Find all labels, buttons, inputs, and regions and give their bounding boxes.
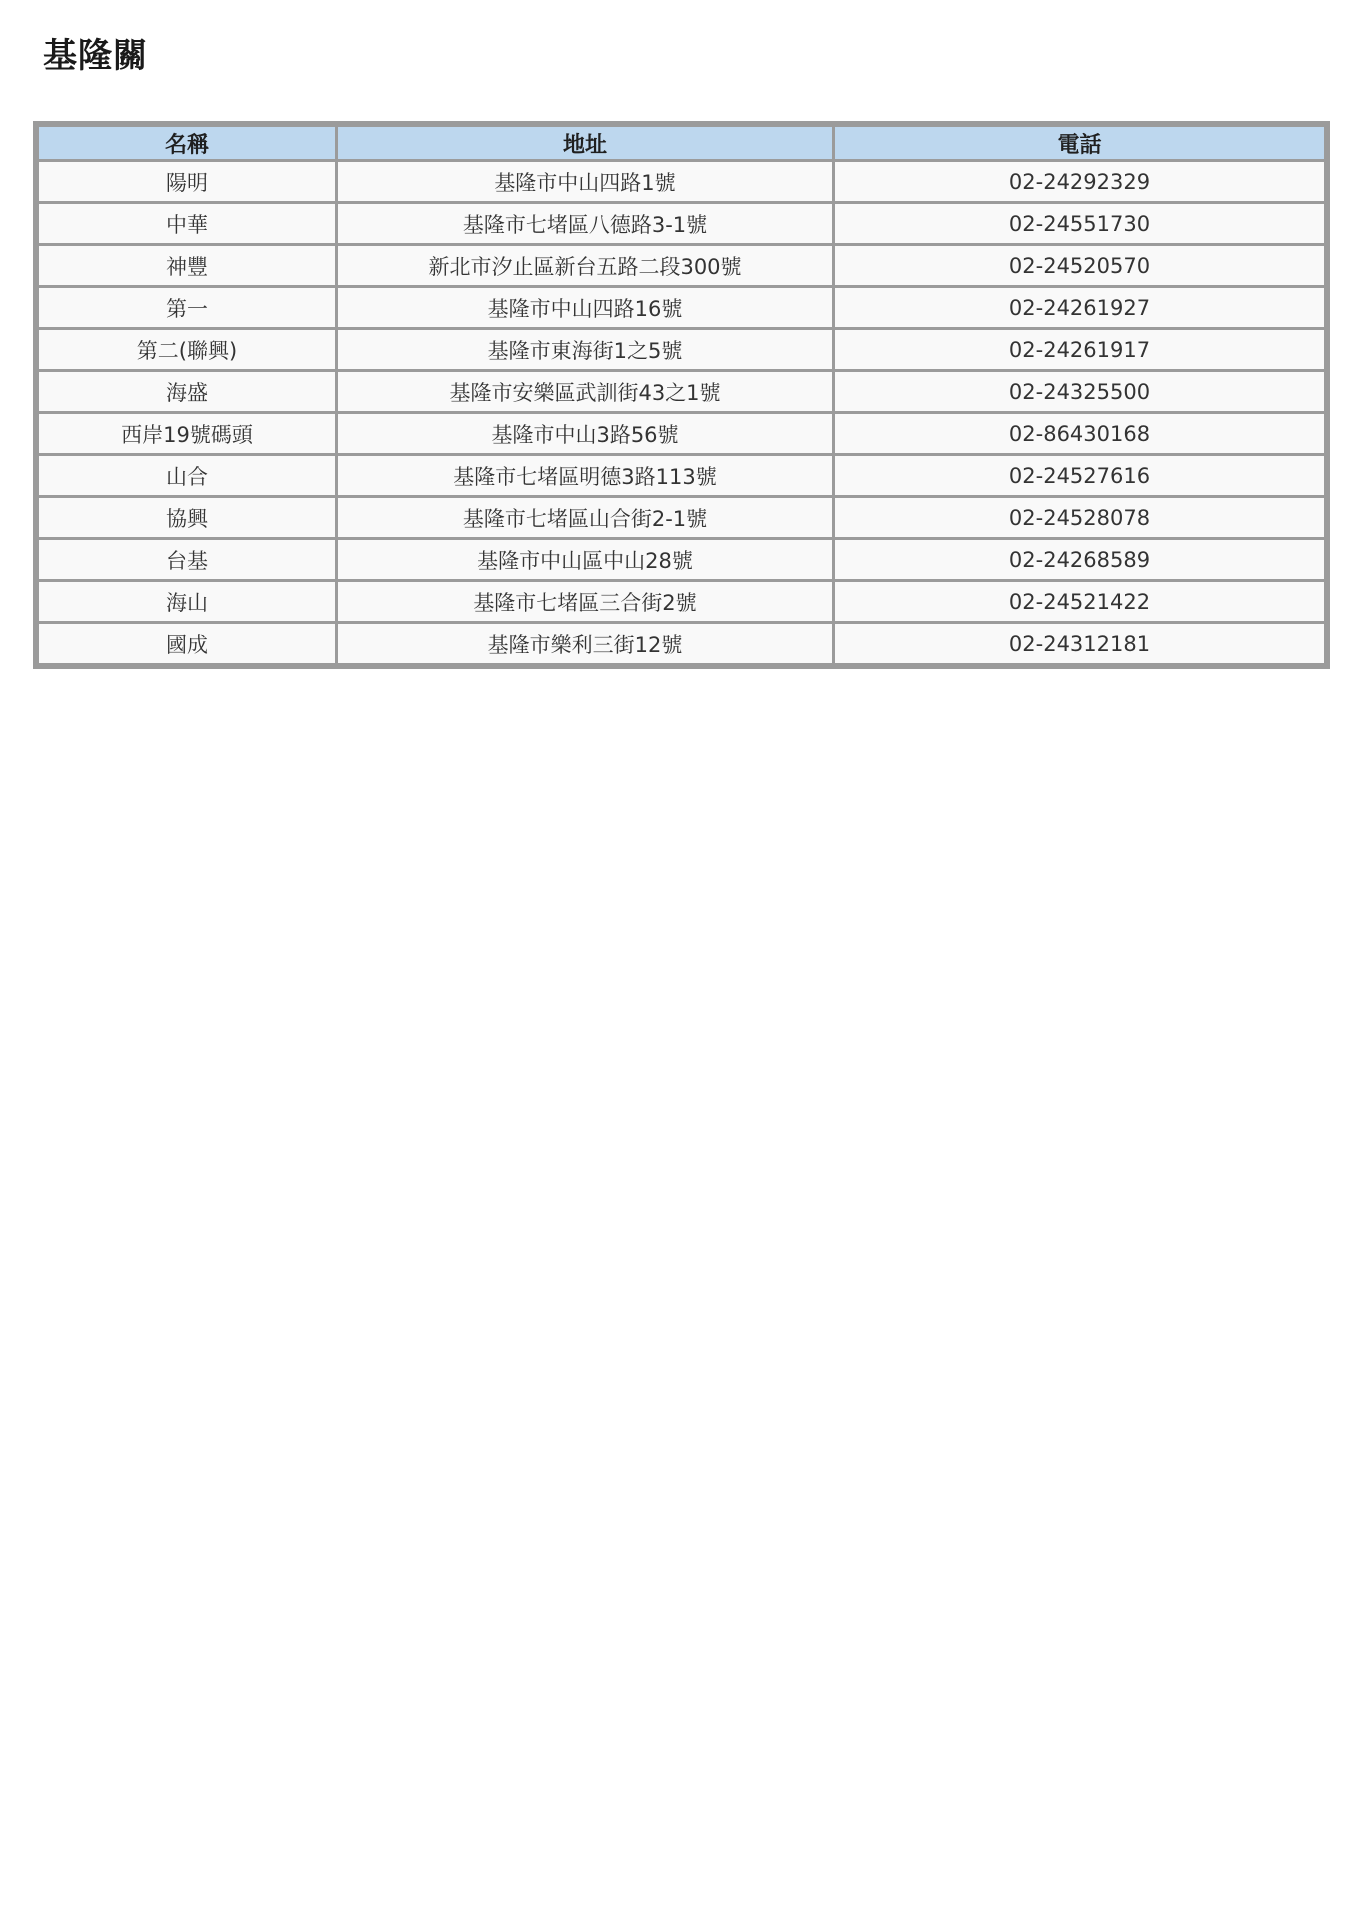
column-header-phone: 電話 xyxy=(835,127,1324,159)
table-row xyxy=(39,624,1324,663)
cell-address: 基隆市七堵區三合街2號 xyxy=(338,582,832,621)
table-row xyxy=(39,456,1324,495)
table-row xyxy=(39,582,1324,621)
cell-phone: 02-24261917 xyxy=(835,330,1324,369)
cell-address: 新北市汐止區新台五路二段300號 xyxy=(338,246,832,285)
cell-name: 第一 xyxy=(39,288,335,327)
table-row xyxy=(39,498,1324,537)
cell-name: 協興 xyxy=(39,498,335,537)
cell-phone: 02-24261927 xyxy=(835,288,1324,327)
page-title: 基隆關 xyxy=(43,36,148,76)
table-row xyxy=(39,288,1324,327)
table-row xyxy=(39,204,1324,243)
cell-name: 第二(聯興) xyxy=(39,330,335,369)
cell-name: 山合 xyxy=(39,456,335,495)
cell-phone: 02-24312181 xyxy=(835,624,1324,663)
cell-address: 基隆市中山四路1號 xyxy=(338,162,832,201)
table-row xyxy=(39,414,1324,453)
cell-address: 基隆市東海街1之5號 xyxy=(338,330,832,369)
cell-phone: 02-24268589 xyxy=(835,540,1324,579)
table-row xyxy=(39,246,1324,285)
cell-address: 基隆市中山區中山28號 xyxy=(338,540,832,579)
table-row xyxy=(39,540,1324,579)
table-row xyxy=(39,162,1324,201)
column-header-address: 地址 xyxy=(338,127,832,159)
cell-phone: 02-24325500 xyxy=(835,372,1324,411)
cell-address: 基隆市中山四路16號 xyxy=(338,288,832,327)
table-row xyxy=(39,372,1324,411)
cell-name: 海盛 xyxy=(39,372,335,411)
cell-phone: 02-24528078 xyxy=(835,498,1324,537)
column-header-name: 名稱 xyxy=(39,127,335,159)
cell-phone: 02-86430168 xyxy=(835,414,1324,453)
cell-name: 台基 xyxy=(39,540,335,579)
cell-name: 陽明 xyxy=(39,162,335,201)
cell-phone: 02-24292329 xyxy=(835,162,1324,201)
cell-address: 基隆市安樂區武訓街43之1號 xyxy=(338,372,832,411)
cell-address: 基隆市七堵區山合街2-1號 xyxy=(338,498,832,537)
cell-name: 神豐 xyxy=(39,246,335,285)
cell-phone: 02-24520570 xyxy=(835,246,1324,285)
cell-name: 國成 xyxy=(39,624,335,663)
cell-phone: 02-24527616 xyxy=(835,456,1324,495)
cell-address: 基隆市七堵區明德3路113號 xyxy=(338,456,832,495)
customs-broker-table xyxy=(33,121,1330,669)
cell-address: 基隆市七堵區八德路3-1號 xyxy=(338,204,832,243)
cell-name: 西岸19號碼頭 xyxy=(39,414,335,453)
table-header-row xyxy=(39,127,1324,159)
cell-name: 中華 xyxy=(39,204,335,243)
cell-phone: 02-24551730 xyxy=(835,204,1324,243)
cell-phone: 02-24521422 xyxy=(835,582,1324,621)
cell-address: 基隆市中山3路56號 xyxy=(338,414,832,453)
cell-address: 基隆市樂利三街12號 xyxy=(338,624,832,663)
cell-name: 海山 xyxy=(39,582,335,621)
table-row xyxy=(39,330,1324,369)
